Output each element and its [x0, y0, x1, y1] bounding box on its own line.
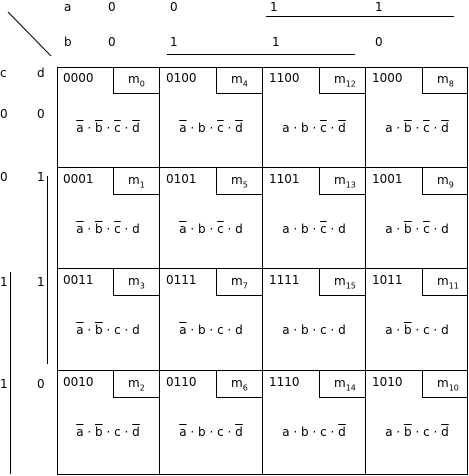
minterm-label: $m_0$	[128, 72, 145, 89]
minterm-label: $m_{10}$	[437, 376, 459, 393]
row-2-c: 1	[0, 275, 8, 289]
minterm-box	[216, 168, 262, 195]
minterm-box	[113, 67, 159, 94]
expr-variable: c	[423, 323, 430, 337]
expr-variable: b	[198, 121, 206, 135]
minterm-label: $m_4$	[231, 72, 248, 89]
kmap-cell	[57, 371, 160, 475]
minterm-box	[319, 67, 365, 94]
col-1-b: 1	[170, 35, 178, 49]
corner-diagonal	[0, 0, 60, 70]
minterm-expression: $\overline{a} \cdot b \cdot \overline{c} \cdot d$	[179, 222, 243, 236]
cell-binary: 1001	[372, 172, 403, 186]
kmap-cell	[57, 168, 160, 269]
expr-variable: b	[301, 323, 309, 337]
expr-variable: a	[282, 323, 290, 337]
expr-variable: a	[282, 121, 290, 135]
expr-variable: c	[217, 425, 224, 439]
expr-variable: a	[385, 425, 393, 439]
expr-variable: $\overline{a}$	[76, 121, 84, 135]
row-3-c: 1	[0, 377, 8, 391]
row-1-d: 1	[37, 170, 45, 184]
minterm-label: $m_9$	[437, 173, 454, 190]
expr-variable: c	[320, 425, 327, 439]
expr-variable: $\overline{a}$	[179, 121, 187, 135]
expr-variable: $\overline{d}$	[235, 121, 243, 135]
col-0-b: 0	[108, 35, 116, 49]
expr-variable: c	[320, 323, 327, 337]
minterm-box	[113, 371, 159, 398]
expr-variable: b	[301, 121, 309, 135]
minterm-expression: $\overline{a} \cdot \overline{b} \cdot \overline{c} \cdot \overline{d}$	[76, 121, 140, 135]
minterm-box	[113, 269, 159, 296]
cell-binary: 1101	[269, 172, 300, 186]
minterm-label: $m_3$	[128, 274, 145, 291]
expr-variable: $\overline{a}$	[179, 425, 187, 439]
expr-variable: $\overline{b}$	[404, 222, 412, 236]
expr-variable: $\overline{d}$	[132, 121, 140, 135]
kmap-cell	[57, 269, 160, 371]
expr-variable: a	[282, 425, 290, 439]
cell-binary: 0110	[166, 375, 197, 389]
cell-binary: 0010	[63, 375, 94, 389]
minterm-label: $m_6$	[231, 376, 248, 393]
cell-binary: 1000	[372, 71, 403, 85]
expr-variable: $\overline{a}$	[179, 323, 187, 337]
minterm-box	[319, 371, 365, 398]
expr-variable: c	[217, 323, 224, 337]
expr-variable: b	[198, 222, 206, 236]
expr-variable: b	[198, 425, 206, 439]
expr-variable: a	[385, 121, 393, 135]
row-3-d: 0	[37, 377, 45, 391]
expr-variable: b	[198, 323, 206, 337]
row-0-d: 0	[37, 107, 45, 121]
expr-variable: $\overline{d}$	[132, 425, 140, 439]
kmap-cell	[366, 67, 468, 168]
expr-variable: d	[235, 323, 243, 337]
expr-variable: $\overline{d}$	[441, 121, 449, 135]
expr-variable: d	[132, 323, 140, 337]
expr-variable: $\overline{c}$	[217, 222, 224, 236]
expr-variable: a	[385, 323, 393, 337]
expr-variable: d	[235, 222, 243, 236]
cell-binary: 1011	[372, 273, 403, 287]
cell-binary: 0111	[166, 273, 197, 287]
minterm-label: $m_{12}$	[334, 72, 356, 89]
label-b: b	[64, 35, 72, 49]
minterm-label: $m_{15}$	[334, 274, 356, 291]
expr-variable: $\overline{a}$	[76, 222, 84, 236]
minterm-expression: $a \cdot \overline{b} \cdot \overline{c} \cdot d$	[385, 222, 449, 236]
expr-variable: $\overline{a}$	[76, 425, 84, 439]
expr-variable: d	[338, 323, 346, 337]
cell-binary: 1010	[372, 375, 403, 389]
minterm-label: $m_{14}$	[334, 376, 356, 393]
label-c: c	[0, 66, 7, 80]
a-span-line	[266, 16, 454, 17]
cell-binary: 1111	[269, 273, 300, 287]
label-d: d	[37, 66, 45, 80]
expr-variable: d	[338, 222, 346, 236]
minterm-expression: $a \cdot \overline{b} \cdot c \cdot \overline{d}$	[385, 425, 449, 439]
minterm-box	[422, 168, 468, 195]
minterm-box	[216, 67, 262, 94]
expr-variable: $\overline{c}$	[320, 121, 327, 135]
minterm-label: $m_5$	[231, 173, 248, 190]
row-0-c: 0	[0, 107, 8, 121]
expr-variable: $\overline{b}$	[95, 425, 103, 439]
minterm-expression: $a \cdot b \cdot c \cdot \overline{d}$	[282, 425, 346, 439]
row-1-c: 0	[0, 170, 8, 184]
minterm-box	[422, 67, 468, 94]
row-2-d: 1	[37, 275, 45, 289]
expr-variable: $\overline{b}$	[404, 121, 412, 135]
col-0-a: 0	[108, 0, 116, 14]
expr-variable: $\overline{b}$	[404, 425, 412, 439]
cell-binary: 0000	[63, 71, 94, 85]
expr-variable: $\overline{d}$	[338, 121, 346, 135]
minterm-expression: $a \cdot b \cdot \overline{c} \cdot d$	[282, 222, 346, 236]
cell-binary: 0101	[166, 172, 197, 186]
minterm-box	[113, 168, 159, 195]
expr-variable: a	[282, 222, 290, 236]
cell-binary: 0100	[166, 71, 197, 85]
expr-variable: $\overline{c}$	[320, 222, 327, 236]
col-2-b: 1	[272, 35, 280, 49]
minterm-label: $m_{11}$	[437, 274, 459, 291]
expr-variable: $\overline{b}$	[95, 121, 103, 135]
expr-variable: $\overline{c}$	[423, 222, 430, 236]
expr-variable: $\overline{b}$	[95, 323, 103, 337]
col-2-a: 1	[270, 0, 278, 14]
expr-variable: $\overline{c}$	[423, 121, 430, 135]
cell-binary: 0011	[63, 273, 94, 287]
col-3-b: 0	[375, 35, 383, 49]
expr-variable: $\overline{c}$	[114, 222, 121, 236]
col-1-a: 0	[170, 0, 178, 14]
expr-variable: c	[114, 323, 121, 337]
expr-variable: d	[132, 222, 140, 236]
expr-variable: d	[441, 222, 449, 236]
expr-variable: d	[441, 323, 449, 337]
kmap-cell	[366, 269, 468, 371]
kmap-cell	[263, 168, 366, 269]
kmap-cell	[366, 371, 468, 475]
minterm-label: $m_8$	[437, 72, 454, 89]
expr-variable: a	[385, 222, 393, 236]
kmap-cell	[160, 168, 263, 269]
minterm-box	[216, 269, 262, 296]
kmap-cell	[263, 67, 366, 168]
c-span-line	[10, 272, 11, 474]
expr-variable: $\overline{d}$	[235, 425, 243, 439]
kmap-cell	[263, 371, 366, 475]
kmap-cell	[160, 67, 263, 168]
kmap-cell	[160, 269, 263, 371]
minterm-box	[319, 269, 365, 296]
label-a: a	[64, 0, 72, 14]
minterm-expression: $\overline{a} \cdot \overline{b} \cdot c \cdot d$	[76, 323, 140, 337]
minterm-label: $m_1$	[128, 173, 145, 190]
expr-variable: $\overline{a}$	[76, 323, 84, 337]
cell-binary: 0001	[63, 172, 94, 186]
col-3-a: 1	[375, 0, 383, 14]
minterm-expression: $\overline{a} \cdot b \cdot c \cdot \overline{d}$	[179, 425, 243, 439]
expr-variable: c	[423, 425, 430, 439]
b-span-line	[167, 54, 355, 55]
minterm-expression: $\overline{a} \cdot b \cdot \overline{c} \cdot \overline{d}$	[179, 121, 243, 135]
kmap-cell	[160, 371, 263, 475]
kmap-cell	[57, 67, 160, 168]
kmap-cell	[263, 269, 366, 371]
expr-variable: $\overline{b}$	[404, 323, 412, 337]
expr-variable: $\overline{b}$	[95, 222, 103, 236]
cell-binary: 1110	[269, 375, 300, 389]
minterm-expression: $\overline{a} \cdot \overline{b} \cdot \overline{c} \cdot d$	[76, 222, 140, 236]
minterm-box	[422, 269, 468, 296]
minterm-expression: a · b · c · d	[282, 323, 346, 337]
minterm-box	[422, 371, 468, 398]
expr-variable: $\overline{a}$	[179, 222, 187, 236]
expr-variable: c	[114, 425, 121, 439]
minterm-label: $m_7$	[231, 274, 248, 291]
cell-binary: 1100	[269, 71, 300, 85]
expr-variable: $\overline{d}$	[338, 425, 346, 439]
d-span-line	[47, 176, 48, 364]
kmap-cell	[366, 168, 468, 269]
minterm-label: $m_2$	[128, 376, 145, 393]
minterm-box	[319, 168, 365, 195]
minterm-expression: $a \cdot \overline{b} \cdot c \cdot d$	[385, 323, 449, 337]
expr-variable: $\overline{c}$	[217, 121, 224, 135]
minterm-expression: $a \cdot b \cdot \overline{c} \cdot \overline{d}$	[282, 121, 346, 135]
minterm-label: $m_{13}$	[334, 173, 356, 190]
expr-variable: b	[301, 222, 309, 236]
expr-variable: $\overline{d}$	[441, 425, 449, 439]
expr-variable: b	[301, 425, 309, 439]
minterm-expression: $a \cdot \overline{b} \cdot \overline{c} \cdot \overline{d}$	[385, 121, 449, 135]
minterm-expression: $\overline{a} \cdot \overline{b} \cdot c \cdot \overline{d}$	[76, 425, 140, 439]
expr-variable: $\overline{c}$	[114, 121, 121, 135]
minterm-box	[216, 371, 262, 398]
minterm-expression: $\overline{a} \cdot b \cdot c \cdot d$	[179, 323, 243, 337]
